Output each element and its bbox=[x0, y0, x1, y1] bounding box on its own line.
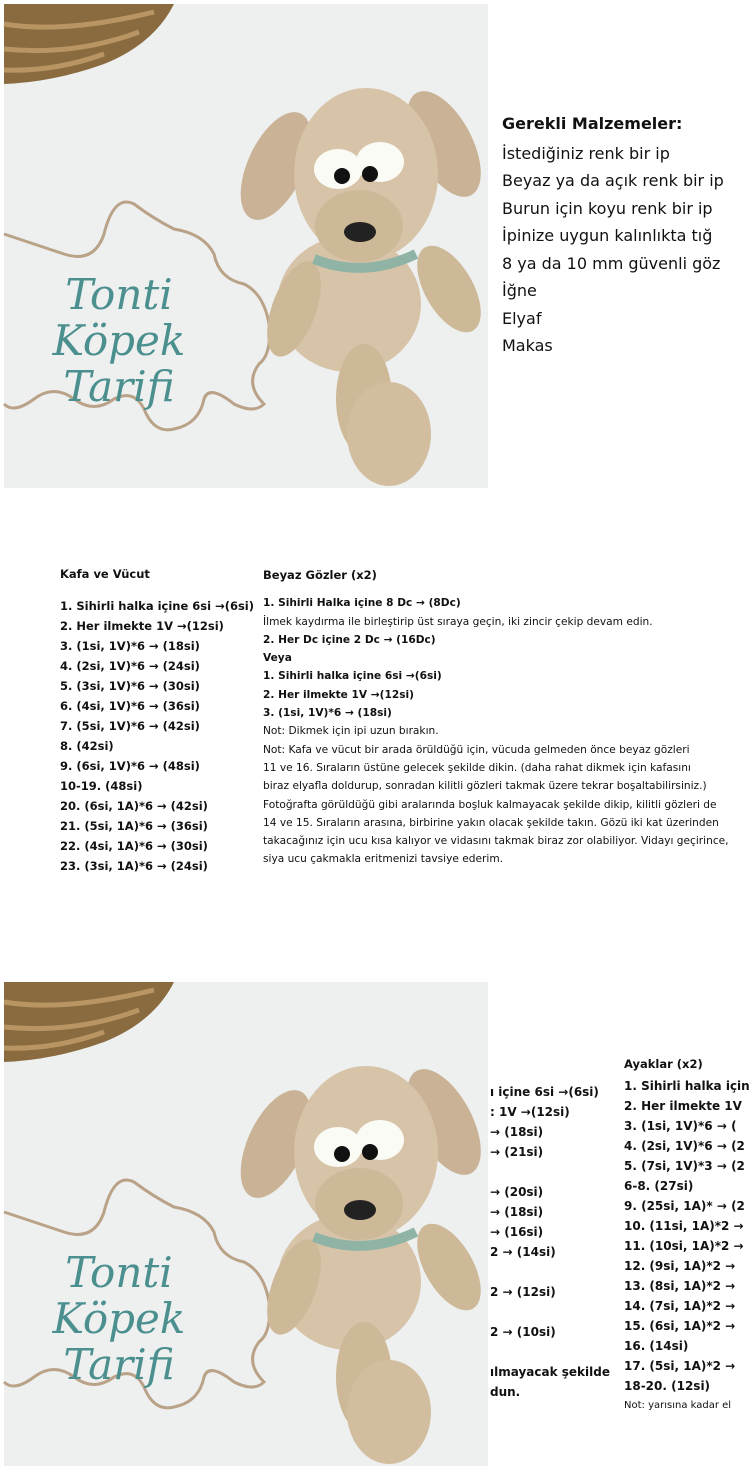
pattern-row: 2. Her ilmekte 1V bbox=[624, 1099, 742, 1113]
pattern-row: 2 → (14si) bbox=[490, 1245, 556, 1259]
pattern-row: 3. (1si, 1V)*6 → (18si) bbox=[263, 707, 392, 720]
pattern-row: : 1V →(12si) bbox=[490, 1105, 570, 1119]
pattern-row: 3. (1si, 1V)*6 → (18si) bbox=[60, 639, 200, 653]
white-eyes-heading: Beyaz Gözler (x2) bbox=[263, 568, 377, 582]
materials-item: Elyaf bbox=[502, 308, 542, 328]
legs-heading: Ayaklar (x2) bbox=[624, 1057, 703, 1071]
pattern-row: 20. (6si, 1A)*6 → (42si) bbox=[60, 799, 208, 813]
dog-illustration bbox=[4, 982, 488, 1466]
pattern-row: → (20si) bbox=[490, 1185, 544, 1199]
pattern-row: Veya bbox=[263, 652, 292, 665]
photo-top bbox=[4, 4, 488, 488]
legs-section bbox=[624, 1054, 750, 1424]
pattern-row: 5. (7si, 1V)*3 → (2 bbox=[624, 1159, 745, 1173]
head-body-heading: Kafa ve Vücut bbox=[60, 567, 150, 581]
pattern-note: biraz elyafla doldurup, sonradan kilitli gözleri takmak üzere tekrar boşaltabilirsiniz.) bbox=[263, 780, 707, 793]
pattern-row: 1. Sihirli halka içine 6si →(6si) bbox=[263, 670, 442, 683]
pattern-row: ı içine 6si →(6si) bbox=[490, 1085, 599, 1099]
materials-item: Beyaz ya da açık renk bir ip bbox=[502, 171, 724, 190]
pattern-row: 1. Sihirli halka için bbox=[624, 1079, 750, 1093]
pattern-row: ılmayacak şekilde bbox=[490, 1365, 610, 1379]
photo-title bbox=[4, 272, 234, 410]
partial-pattern-column bbox=[490, 1082, 618, 1412]
pattern-row: 16. (14si) bbox=[624, 1339, 689, 1353]
pattern-row: 15. (6si, 1A)*2 → bbox=[624, 1319, 736, 1333]
pattern-note: takacağınız için ucu kısa kalıyor ve vidasını takmak biraz zor olabiliyor. Vidayı geçirince, bbox=[263, 835, 729, 848]
materials-item: 8 ya da 10 mm güvenli göz bbox=[502, 253, 721, 273]
pattern-row: 10. (11si, 1A)*2 → bbox=[624, 1219, 744, 1233]
materials-list bbox=[502, 110, 736, 360]
pattern-row: 11. (10si, 1A)*2 → bbox=[624, 1239, 744, 1253]
pattern-row: 8. (42si) bbox=[60, 739, 114, 753]
head-body-section bbox=[60, 564, 254, 876]
title-line1: Tonti Köpek bbox=[52, 270, 186, 365]
pattern-row: 5. (3si, 1V)*6 → (30si) bbox=[60, 679, 200, 693]
materials-item: İpinize uygun kalınlıkta tığ bbox=[502, 226, 713, 245]
pattern-row: 2. Her ilmekte 1V →(12si) bbox=[60, 619, 224, 633]
pattern-row: 13. (8si, 1A)*2 → bbox=[624, 1279, 736, 1293]
pattern-row: 6-8. (27si) bbox=[624, 1179, 694, 1193]
materials-item: Makas bbox=[502, 336, 553, 355]
pattern-row: → (21si) bbox=[490, 1145, 544, 1159]
pattern-row: → (18si) bbox=[490, 1205, 544, 1219]
pattern-row bbox=[490, 1302, 610, 1322]
pattern-note: Fotoğrafta görüldüğü gibi aralarında boşluk kalmayacak şekilde dikip, kilitli gözleri de bbox=[263, 798, 717, 811]
pattern-note: siya ucu çakmakla eritmenizi tavsiye ederim. bbox=[263, 853, 504, 866]
white-eyes-section bbox=[263, 566, 733, 869]
pattern-row: → (18si) bbox=[490, 1125, 544, 1139]
pattern-row: 2 → (12si) bbox=[490, 1285, 556, 1299]
pattern-note: İlmek kaydırma ile birleştirip üst sıraya geçin, iki zincir çekip devam edin. bbox=[263, 615, 653, 628]
pattern-row: 7. (5si, 1V)*6 → (42si) bbox=[60, 719, 200, 733]
materials-item: İstediğiniz renk bir ip bbox=[502, 143, 670, 163]
pattern-row: 2 → (10si) bbox=[490, 1325, 556, 1339]
pattern-row bbox=[490, 1162, 610, 1182]
materials-heading: Gerekli Malzemeler: bbox=[502, 114, 683, 133]
pattern-row: 4. (2si, 1V)*6 → (2 bbox=[624, 1139, 745, 1153]
pattern-row: 18-20. (12si) bbox=[624, 1379, 711, 1393]
pattern-row: 3. (1si, 1V)*6 → ( bbox=[624, 1119, 737, 1133]
pattern-note: Not: yarısına kadar el bbox=[624, 1400, 732, 1411]
materials-item: İğne bbox=[502, 281, 537, 300]
pattern-row: 23. (3si, 1A)*6 → (24si) bbox=[60, 859, 208, 873]
pattern-note: Not: Kafa ve vücut bir arada örüldüğü için, vücuda gelmeden önce beyaz gözleri bbox=[263, 743, 690, 756]
pattern-note: 14 ve 15. Sıraların arasına, birbirine yakın olacak şekilde takın. Gözü iki kat üzerinden bbox=[263, 816, 719, 829]
pattern-row: 2. Her ilmekte 1V →(12si) bbox=[263, 688, 415, 701]
pattern-row bbox=[490, 1342, 610, 1362]
title-line2: Tarifi bbox=[63, 362, 175, 411]
pattern-row: 9. (6si, 1V)*6 → (48si) bbox=[60, 759, 200, 773]
dog-illustration bbox=[4, 4, 488, 488]
pattern-row: 22. (4si, 1A)*6 → (30si) bbox=[60, 839, 208, 853]
title-line1: Tonti Köpek bbox=[52, 1248, 186, 1343]
materials-item: Burun için koyu renk bir ip bbox=[502, 198, 713, 218]
pattern-row: 4. (2si, 1V)*6 → (24si) bbox=[60, 659, 200, 673]
pattern-row: 1. Sihirli Halka içine 8 Dc → (8Dc) bbox=[263, 597, 461, 610]
pattern-row: 21. (5si, 1A)*6 → (36si) bbox=[60, 819, 208, 833]
pattern-row: dun. bbox=[490, 1385, 521, 1399]
pattern-row: 10-19. (48si) bbox=[60, 779, 143, 793]
pattern-row: 17. (5si, 1A)*2 → bbox=[624, 1359, 736, 1373]
pattern-row: 1. Sihirli halka içine 6si →(6si) bbox=[60, 599, 255, 613]
pattern-row: 2. Her Dc içine 2 Dc → (16Dc) bbox=[263, 633, 436, 646]
photo-bottom bbox=[4, 982, 488, 1466]
pattern-row: → (16si) bbox=[490, 1225, 544, 1239]
pattern-row bbox=[490, 1262, 610, 1282]
pattern-note: Not: Dikmek için ipi uzun bırakın. bbox=[263, 725, 439, 738]
pattern-row: 6. (4si, 1V)*6 → (36si) bbox=[60, 699, 200, 713]
pattern-row: 14. (7si, 1A)*2 → bbox=[624, 1299, 736, 1313]
photo-title bbox=[4, 1250, 234, 1388]
pattern-row: 9. (25si, 1A)* → (2 bbox=[624, 1199, 745, 1213]
pattern-row: 12. (9si, 1A)*2 → bbox=[624, 1259, 736, 1273]
pattern-note: 11 ve 16. Sıraların üstüne gelecek şekilde dikin. (daha rahat dikmek için kafasını bbox=[263, 761, 691, 774]
title-line2: Tarifi bbox=[63, 1340, 175, 1389]
